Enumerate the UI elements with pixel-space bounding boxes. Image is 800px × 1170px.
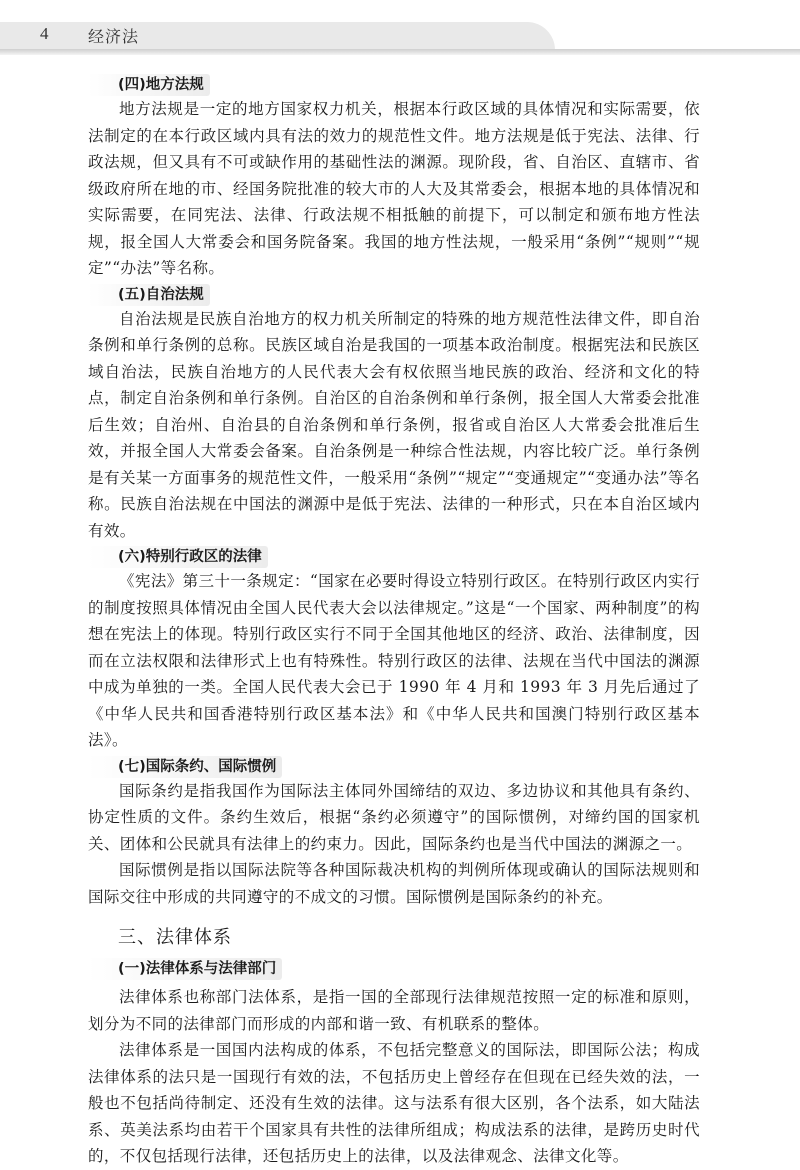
subsection-heading: (五)自治法规 — [88, 284, 210, 306]
book-title: 经济法 — [88, 27, 140, 46]
paragraph: 地方法规是一定的地方国家权力机关，根据本行政区域的具体情况和实际需要，依法制定的在本行政区域内具有法的效力的规范性文件。地方法规是低于宪法、法律、行政法规，但又具有不可或缺作用的基础性法的渊源。现阶段，省、自治区、直辖市、省级政府所在地的市、经国务院批准的较大市的人大及其常委会，根据本地的具体情况和实际需要，在同宪法、法律、行政法规不相抵触的前提下，可以制定和颁布地方性法规，报全国人大常委会和国务院备案。我国的地方性法规，一般采用“条例”“规则”“规定”“办法”等名称。 — [88, 100, 700, 277]
section-treaties — [88, 756, 700, 911]
subsection-heading: (一)法律体系与法律部门 — [88, 958, 282, 980]
header-divider — [0, 49, 800, 55]
header-band — [0, 22, 555, 50]
section-legal-system — [88, 924, 700, 1170]
section-sar-laws — [88, 546, 700, 754]
paragraph: 《宪法》第三十一条规定：“国家在必要时得设立特别行政区。在特别行政区内实行的制度按照具体情况由全国人民代表大会以法律规定。”这是“一个国家、两种制度”的构想在宪法上的体现。特别行政区实行不同于全国其他地区的经济、政治、法律制度，因而在立法权限和法律形式上也有特殊性。特别行政区的法律、法规在当代中国法的渊源中成为单独的一类。全国人民代表大会已于 1990 年 4 月和 1993 年 3 月先后通过了《中华人民共和国香港特别行政区基本法》和《中华人民共和国澳门特别行政区基本法》。 — [88, 572, 700, 749]
paragraph: 法律体系也称部门法体系，是指一国的全部现行法律规范按照一定的标准和原则，划分为不同的法律部门而形成的内部和谐一致、有机联系的整体。 — [88, 988, 700, 1033]
subsection-heading: (六)特别行政区的法律 — [88, 546, 268, 568]
section-heading: 三、法律体系 — [118, 927, 232, 948]
paragraph: 法律体系是一国国内法构成的体系，不包括完整意义的国际法，即国际公法；构成法律体系的法只是一国现行有效的法，不包括历史上曾经存在但现在已经失效的法，一般也不包括尚待制定、还没有生效的法律。这与法系有很大区别，各个法系，如大陆法系、英美法系均由若干个国家具有共性的法律所组成；构成法系的法律，是跨历史时代的，不仅包括现行法律，还包括历史上的法律，以及法律观念、法律文化等。 — [88, 1041, 700, 1165]
subsection-heading: (四)地方法规 — [88, 74, 210, 96]
paragraph: 国际条约是指我国作为国际法主体同外国缔结的双边、多边协议和其他具有条约、协定性质的文件。条约生效后，根据“条约必须遵守”的国际惯例，对缔约国的国家机关、团体和公民就具有法律上的约束力。因此，国际条约也是当代中国法的渊源之一。 — [88, 781, 700, 853]
section-autonomous-regulations — [88, 284, 700, 545]
page-number: 4 — [40, 24, 49, 43]
paragraph: 自治法规是民族自治地方的权力机关所制定的特殊的地方规范性法律文件，即自治条例和单行条例的总称。民族区域自治是我国的一项基本政治制度。根据宪法和民族区域自治法，民族自治地方的人民代表大会有权依照当地民族的政治、经济和文化的特点，制定自治条例和单行条例。自治区的自治条例和单行条例，报全国人大常委会批准后生效；自治州、自治县的自治条例和单行条例，报省或自治区人大常委会批准后生效，并报全国人大常委会备案。自治条例是一种综合性法规，内容比较广泛。单行条例是有关某一方面事务的规范性文件，一般采用“条例”“规定”“变通规定”“变通办法”等名称。民族自治法规在中国法的渊源中是低于宪法、法律的一种形式，只在本自治区域内有效。 — [88, 309, 700, 540]
subsection-heading: (七)国际条约、国际惯例 — [88, 756, 282, 778]
page-body — [88, 74, 700, 1170]
section-local-regulations — [88, 74, 700, 282]
paragraph: 国际惯例是指以国际法院等各种国际裁决机构的判例所体现或确认的国际法规则和国际交往中形成的共同遵守的不成文的习惯。国际惯例是国际条约的补充。 — [88, 861, 700, 906]
page-header — [0, 0, 800, 58]
